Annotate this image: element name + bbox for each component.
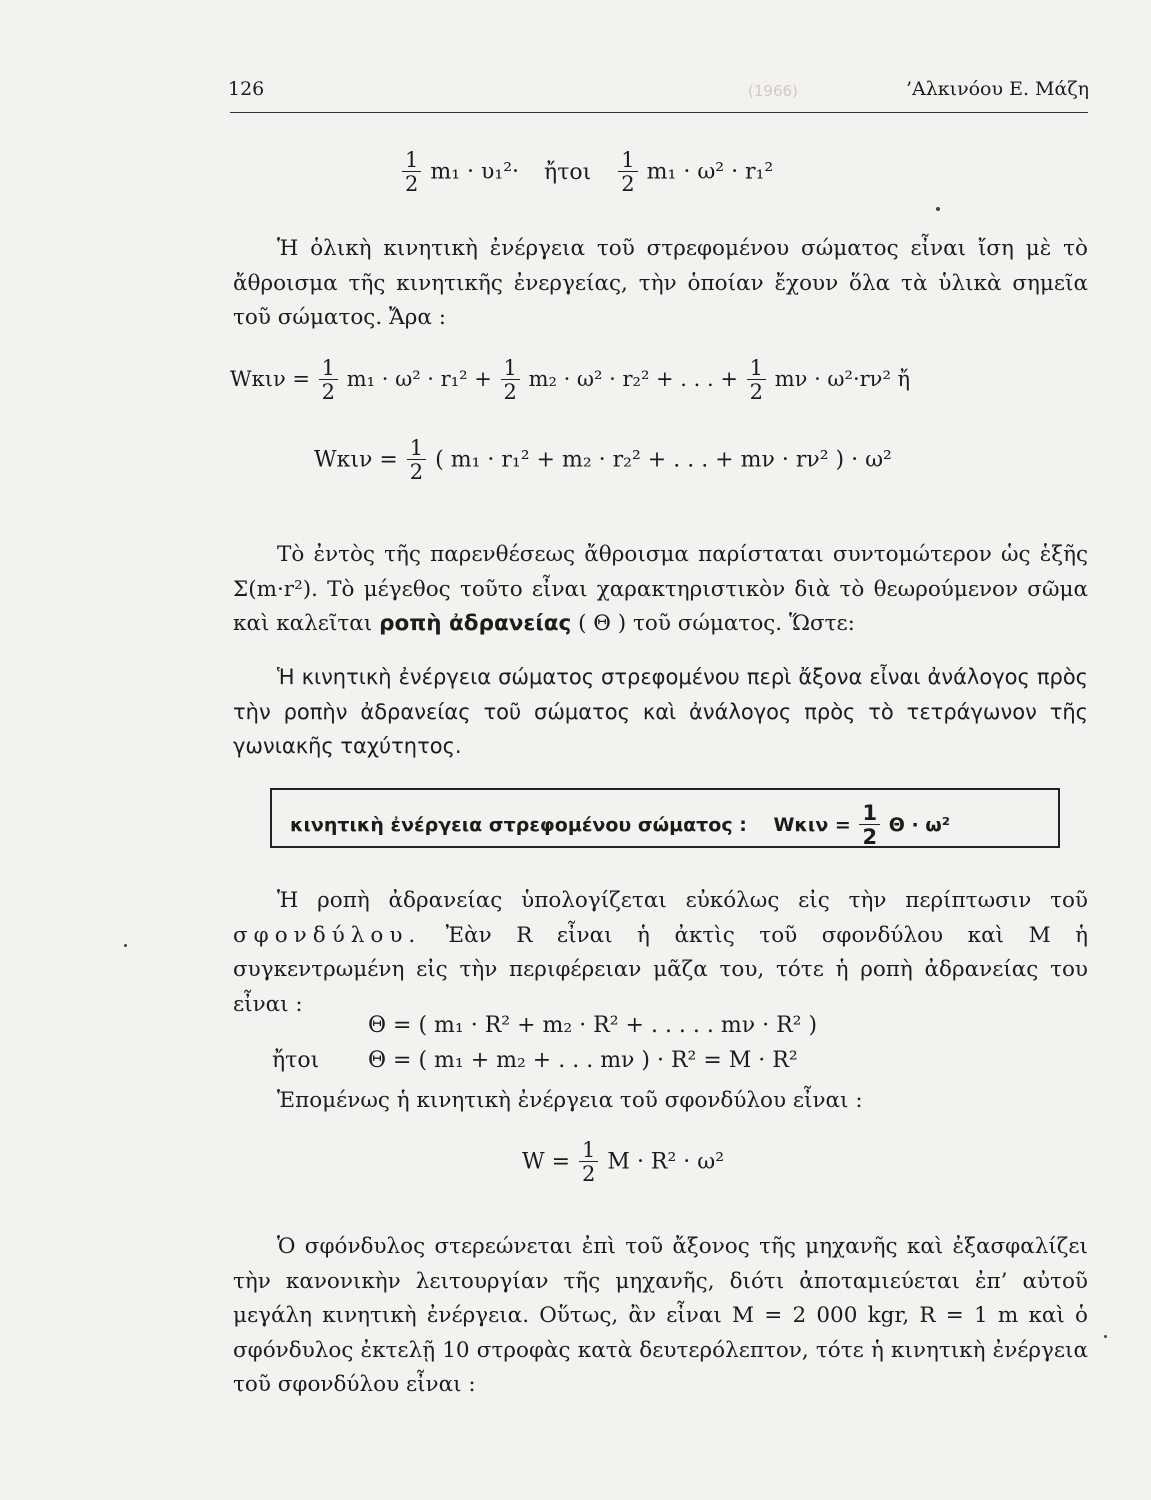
bleed-through-text: (1966)	[748, 82, 798, 100]
equation-kinetic-point: $\frac{1}{2}$ m₁ · υ₁²· ἤτοι $\frac{1}{2}$ m₁ · ω² · r₁²	[400, 150, 773, 195]
paragraph-flywheel: Ἡ ροπὴ ἀδρανείας ὑπολογίζεται εὐκόλως εἰς τὴν περίπτωσιν τοῦ σφονδύλου. Ἐὰν R εἶναι ἡ ἀκτὶς τοῦ σφονδύλου καὶ M ἡ συγκεντρωμένη εἰς τὴν περιφέρειαν μᾶζα του, τότε ἡ ροπὴ ἀδρανείας του εἶναι :	[233, 888, 1088, 1017]
margin-dot	[1104, 1335, 1107, 1338]
equation-label-itoi: ἤτοι	[272, 1048, 320, 1073]
running-title: ’Αλκινόου Ε. Μάζη	[905, 78, 1089, 100]
paragraph-law-statement: Ἡ κινητικὴ ἐνέργεια σώματος στρεφομένου περὶ ἄξονα εἶναι ἀνάλογος πρὸς τὴν ροπὴν ἀδρανείας τοῦ σώματος καὶ ἀνάλογος πρὸς τὸ τετράγωνον τῆς γωνιακῆς ταχύτητος.	[233, 665, 1088, 758]
equation-flywheel-energy: W = $\frac{1}{2}$ M · R² · ω²	[522, 1138, 725, 1186]
ink-dot	[936, 207, 940, 211]
term-moment-of-inertia: ροπὴ ἀδρανείας	[379, 611, 572, 636]
paragraph-total-energy: Ἡ ὁλικὴ κινητικὴ ἐνέργεια τοῦ στρεφομένου σώματος εἶναι ἴση μὲ τὸ ἄθροισμα τῆς κινητικῆς ἐνεργείας, τὴν ὁποίαν ἔχουν ὅλα τὰ ὑλικὰ σημεῖα τοῦ σώματος. Ἄρα :	[233, 236, 1088, 330]
paragraph-flywheel-energy: Ἑπομένως ἡ κινητικὴ ἐνέργεια τοῦ σφονδύλου εἶναι :	[277, 1088, 863, 1113]
boxed-formula: κινητικὴ ἐνέργεια στρεφομένου σώματος : Wκιν = $\frac{1}{2}$ Θ · ω²	[290, 801, 951, 849]
equation-sum-energy: Wκιν = $\frac{1}{2}$ m₁ · ω² · r₁² + $\frac{1}{2}$ m₂ · ω² · r₂² + . . . + $\frac{1}{2}$ mν · ω²·rν² ἤ	[230, 356, 911, 404]
equation-flywheel-inertia: Θ = ( m₁ · R² + m₂ · R² + . . . . . mν · R² )	[368, 1013, 818, 1038]
equation-flywheel-inertia-simplified: Θ = ( m₁ + m₂ + . . . mν ) · R² = M · R²	[368, 1048, 798, 1073]
paragraph-moment-of-inertia: Τὸ ἐντὸς τῆς παρενθέσεως ἄθροισμα παρίσταται συντομώτερον ὡς ἑξῆς Σ(m·r²). Τὸ μέγεθος τοῦτο εἶναι χαρακτηριστικὸν διὰ τὸ θεωρούμενον σῶμα καὶ καλεῖται ροπὴ ἀδρανείας ( Θ ) τοῦ σώματος. Ὥστε:	[233, 542, 1088, 636]
equation-factored-energy: Wκιν = $\frac{1}{2}$ ( m₁ · r₁² + m₂ · r₂² + . . . + mν · rν² ) · ω²	[314, 436, 892, 484]
paragraph-flywheel-application: Ὁ σφόνδυλος στερεώνεται ἐπὶ τοῦ ἄξονος τῆς μηχανῆς καὶ ἐξασφαλίζει τὴν κανονικὴν λειτουργίαν τῆς μηχανῆς, διότι ἀποταμιεύεται ἐπ’ αὐτοῦ μεγάλη κινητικὴ ἐνέργεια. Οὕτως, ἂν εἶναι M = 2 000 kgr, R = 1 m καὶ ὁ σφόνδυλος ἐκτελῇ 10 στροφὰς κατὰ δευτερόλεπτον, τότε ἡ κινητικὴ ἐνέργεια τοῦ σφονδύλου εἶναι :	[233, 1234, 1088, 1397]
header-rule	[230, 112, 1088, 113]
margin-dot	[124, 944, 127, 947]
page-number: 126	[228, 78, 265, 100]
